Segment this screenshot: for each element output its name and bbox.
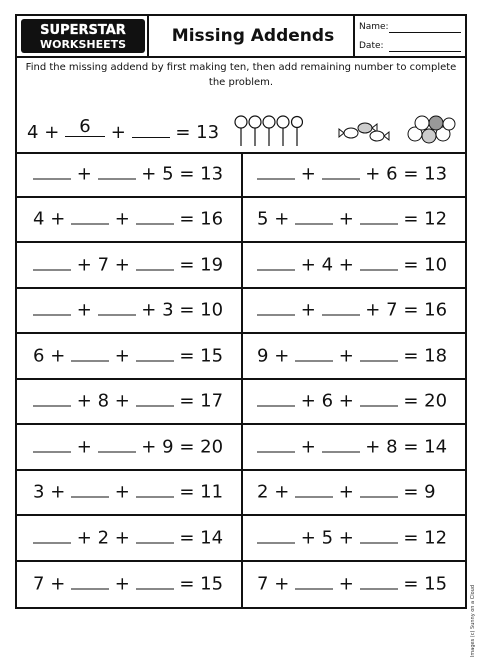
number: 8 xyxy=(386,436,398,458)
problem-equation xyxy=(257,482,436,503)
operator: + xyxy=(50,345,66,367)
candy-pile-icon xyxy=(405,112,459,146)
number: 9 xyxy=(424,481,436,503)
problem-equation xyxy=(33,482,223,503)
operator: = xyxy=(403,299,419,321)
number: 3 xyxy=(33,481,45,503)
answer-blank[interactable] xyxy=(33,392,71,407)
operator: + xyxy=(141,299,157,321)
operator: + xyxy=(114,527,130,549)
problem-row xyxy=(17,562,465,608)
problem-cell xyxy=(241,380,467,424)
operator: = xyxy=(403,163,419,185)
operator: = xyxy=(403,527,419,549)
date-label: Date: xyxy=(359,41,384,51)
operator: + xyxy=(338,345,354,367)
number: 14 xyxy=(424,436,448,458)
answer-blank[interactable] xyxy=(98,164,136,179)
operator: = xyxy=(403,208,419,230)
answer-blank[interactable] xyxy=(295,483,333,498)
problem-equation xyxy=(257,254,447,275)
problem-cell xyxy=(241,152,467,196)
answer-blank[interactable] xyxy=(360,346,398,361)
operator: + xyxy=(114,254,130,276)
problem-cell xyxy=(241,198,467,242)
answer-blank[interactable] xyxy=(322,301,360,316)
operator: + xyxy=(274,345,290,367)
operator: + xyxy=(300,527,316,549)
number: 15 xyxy=(200,345,224,367)
answer-blank[interactable] xyxy=(257,392,295,407)
answer-blank[interactable] xyxy=(360,210,398,225)
answer-blank[interactable] xyxy=(33,255,71,270)
number: 20 xyxy=(200,436,224,458)
number: 6 xyxy=(321,390,334,412)
problem-equation xyxy=(257,300,447,321)
lollipops-icon xyxy=(233,114,303,148)
example-equation: 4 + 6 + = 13 xyxy=(27,116,220,143)
operator: + xyxy=(114,481,130,503)
answer-blank[interactable] xyxy=(257,437,295,452)
svg-text:SUPERSTAR: SUPERSTAR xyxy=(40,23,126,38)
operator: = xyxy=(179,436,195,458)
answer-blank[interactable] xyxy=(136,392,174,407)
worksheet xyxy=(15,14,476,657)
number: 8 xyxy=(97,390,110,412)
number: 13 xyxy=(200,163,224,185)
operator: = xyxy=(179,345,195,367)
problem-equation xyxy=(257,574,447,595)
operator: + xyxy=(338,527,354,549)
problem-equation xyxy=(257,391,447,412)
number: 7 xyxy=(386,299,398,321)
answer-blank[interactable] xyxy=(257,301,295,316)
operator: + xyxy=(141,436,157,458)
answer-blank[interactable] xyxy=(295,346,333,361)
answer-blank[interactable] xyxy=(257,164,295,179)
number: 12 xyxy=(424,208,448,230)
operator: + xyxy=(300,436,316,458)
number: 9 xyxy=(257,345,269,367)
answer-blank[interactable] xyxy=(257,255,295,270)
number: 4 xyxy=(33,208,45,230)
operator: = xyxy=(403,573,419,595)
example-row xyxy=(17,108,465,154)
problem-equation xyxy=(257,209,447,230)
operator: + xyxy=(338,390,354,412)
answer-blank[interactable] xyxy=(360,392,398,407)
problem-cell xyxy=(17,516,241,560)
number: 16 xyxy=(200,208,224,230)
number: 16 xyxy=(424,299,448,321)
problem-cell xyxy=(241,562,467,608)
problem-equation xyxy=(33,209,223,230)
answer-blank[interactable] xyxy=(98,437,136,452)
problem-cell xyxy=(17,334,241,378)
problem-equation xyxy=(257,163,447,184)
operator: + xyxy=(365,299,381,321)
answer-blank[interactable] xyxy=(33,437,71,452)
operator: + xyxy=(50,208,66,230)
problem-equation xyxy=(33,345,223,366)
operator: + xyxy=(141,163,157,185)
operator: = xyxy=(403,254,419,276)
operator: + xyxy=(274,481,290,503)
worksheet-header xyxy=(17,16,465,58)
problem-cell xyxy=(17,289,241,333)
number: 7 xyxy=(97,254,110,276)
answer-blank[interactable] xyxy=(71,575,109,590)
operator: + xyxy=(114,208,130,230)
number: 12 xyxy=(424,527,448,549)
operator: + xyxy=(365,436,381,458)
number: 9 xyxy=(162,436,174,458)
problem-equation xyxy=(33,574,223,595)
example-answer: 6 xyxy=(79,116,91,137)
example-addend-a: 4 xyxy=(27,122,39,143)
problem-equation xyxy=(257,436,447,457)
number: 5 xyxy=(257,208,269,230)
operator: + xyxy=(114,345,130,367)
number: 18 xyxy=(424,345,448,367)
number: 5 xyxy=(321,527,334,549)
problem-equation xyxy=(33,254,223,275)
operator: + xyxy=(338,208,354,230)
operator: + xyxy=(338,481,354,503)
problem-equation xyxy=(33,527,223,548)
number: 14 xyxy=(200,527,224,549)
answer-blank[interactable] xyxy=(322,437,360,452)
problem-cell xyxy=(17,198,241,242)
answer-blank[interactable] xyxy=(33,164,71,179)
problem-equation xyxy=(257,345,447,366)
problem-row xyxy=(17,516,465,562)
problem-equation xyxy=(33,300,223,321)
example-sum: 13 xyxy=(196,122,220,143)
number: 13 xyxy=(424,163,448,185)
number: 11 xyxy=(200,481,224,503)
number: 15 xyxy=(200,573,224,595)
operator: + xyxy=(300,163,316,185)
operator: = xyxy=(179,481,195,503)
problem-cell xyxy=(17,425,241,469)
number: 5 xyxy=(162,163,174,185)
operator: = xyxy=(403,390,419,412)
header-divider xyxy=(147,16,149,56)
operator: + xyxy=(50,573,66,595)
answer-blank xyxy=(132,123,170,138)
answer-blank[interactable] xyxy=(360,483,398,498)
problem-equation xyxy=(33,391,223,412)
problem-equation xyxy=(257,527,447,548)
name-label: Name: xyxy=(359,22,389,32)
image-credit: Images (c) Sunny on a Cloud xyxy=(470,585,476,657)
operator: + xyxy=(76,163,92,185)
date-field[interactable] xyxy=(389,51,461,52)
answer-blank[interactable] xyxy=(136,255,174,270)
operator: + xyxy=(76,436,92,458)
answer-blank[interactable] xyxy=(33,528,71,543)
operator: + xyxy=(114,390,130,412)
operator: + xyxy=(274,208,290,230)
operator: + xyxy=(274,573,290,595)
answer-blank[interactable] xyxy=(360,255,398,270)
answer-blank[interactable] xyxy=(257,528,295,543)
number: 15 xyxy=(424,573,448,595)
operator: = xyxy=(179,527,195,549)
operator: + xyxy=(76,254,92,276)
operator: = xyxy=(179,208,195,230)
svg-text:WORKSHEETS: WORKSHEETS xyxy=(39,38,127,51)
number: 10 xyxy=(424,254,448,276)
number: 2 xyxy=(97,527,110,549)
operator: = xyxy=(403,345,419,367)
operator: = xyxy=(179,299,195,321)
problem-cell xyxy=(241,471,467,515)
answer-blank[interactable] xyxy=(136,483,174,498)
number: 7 xyxy=(33,573,45,595)
answer-blank[interactable] xyxy=(136,346,174,361)
operator: + xyxy=(76,527,92,549)
problem-row xyxy=(17,243,465,289)
operator: + xyxy=(365,163,381,185)
answer-blank[interactable] xyxy=(136,575,174,590)
problem-row xyxy=(17,425,465,471)
problem-row xyxy=(17,380,465,426)
answer-blank[interactable] xyxy=(71,210,109,225)
problem-cell xyxy=(241,425,467,469)
problem-row xyxy=(17,471,465,517)
problem-cell xyxy=(17,471,241,515)
operator: + xyxy=(300,299,316,321)
answer-blank[interactable] xyxy=(136,210,174,225)
number: 4 xyxy=(321,254,334,276)
problem-grid xyxy=(17,152,465,607)
problem-cell xyxy=(241,334,467,378)
problem-equation xyxy=(33,436,223,457)
number: 3 xyxy=(162,299,174,321)
operator: + xyxy=(300,390,316,412)
operator: + xyxy=(114,573,130,595)
number: 2 xyxy=(257,481,269,503)
operator: + xyxy=(76,299,92,321)
operator: = xyxy=(403,481,419,503)
number: 6 xyxy=(33,345,45,367)
operator: = xyxy=(179,163,195,185)
name-field[interactable] xyxy=(389,32,461,33)
operator: = xyxy=(403,436,419,458)
candies-icon xyxy=(337,118,393,144)
operator: + xyxy=(338,254,354,276)
operator: + xyxy=(50,481,66,503)
operator: = xyxy=(179,254,195,276)
number: 10 xyxy=(200,299,224,321)
problem-cell xyxy=(241,289,467,333)
page-title: Missing Addends xyxy=(171,26,335,46)
answer-blank[interactable] xyxy=(136,528,174,543)
instructions: Find the missing addend by first making ten, then add remaining number to complete the problem. xyxy=(25,62,457,88)
number: 7 xyxy=(257,573,269,595)
answer-blank[interactable] xyxy=(33,301,71,316)
problem-row xyxy=(17,198,465,244)
problem-cell xyxy=(17,562,241,608)
problem-row xyxy=(17,289,465,335)
answer-blank[interactable] xyxy=(295,575,333,590)
problem-cell xyxy=(17,243,241,287)
number: 19 xyxy=(200,254,224,276)
superstar-worksheets-logo xyxy=(21,19,145,53)
number: 6 xyxy=(386,163,398,185)
answer-blank[interactable] xyxy=(360,528,398,543)
example-answer-blank xyxy=(65,116,105,137)
header-divider xyxy=(353,16,355,56)
problem-cell xyxy=(17,380,241,424)
answer-blank[interactable] xyxy=(71,346,109,361)
problem-cell xyxy=(17,152,241,196)
problem-row xyxy=(17,334,465,380)
number: 17 xyxy=(200,390,224,412)
operator: + xyxy=(300,254,316,276)
operator: = xyxy=(179,390,195,412)
problem-cell xyxy=(241,516,467,560)
number: 20 xyxy=(424,390,448,412)
operator: + xyxy=(338,573,354,595)
operator: + xyxy=(76,390,92,412)
problem-cell xyxy=(241,243,467,287)
answer-blank[interactable] xyxy=(322,164,360,179)
answer-blank[interactable] xyxy=(360,575,398,590)
answer-blank[interactable] xyxy=(71,483,109,498)
operator: = xyxy=(179,573,195,595)
answer-blank[interactable] xyxy=(98,301,136,316)
problem-equation xyxy=(33,163,223,184)
problem-row xyxy=(17,152,465,198)
answer-blank[interactable] xyxy=(295,210,333,225)
